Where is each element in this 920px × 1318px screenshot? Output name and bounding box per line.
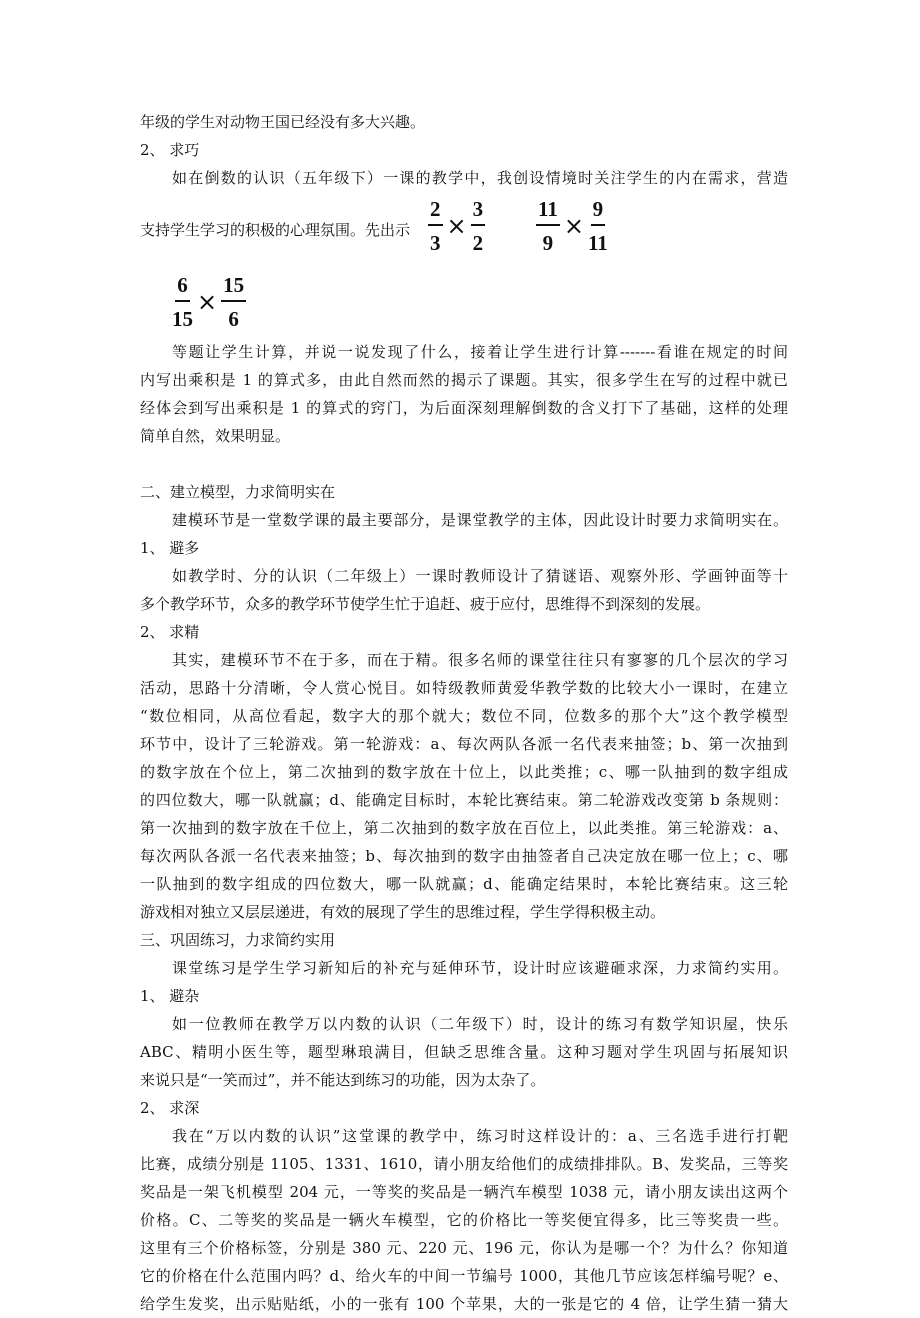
blank-line (140, 450, 788, 478)
fraction (588, 196, 608, 256)
paragraph-line: 奖品是一架飞机模型 204 元，一等奖的奖品是一辆汽车模型 1038 元，请小朋友读出这两个 (140, 1183, 788, 1201)
fraction-intro-row (140, 196, 788, 262)
paragraph-line: 我在“万以内数的认识”这堂课的教学中，练习时这样设计的：a、三名选手进行打靶 (172, 1127, 788, 1145)
paragraph-line: 等题让学生计算，并说一说发现了什么，接着让学生进行计算-------看谁在规定的时间 (172, 343, 788, 361)
section-heading-3: 三、巩固练习，力求简约实用 (140, 931, 336, 949)
paragraph-line: “数位相同，从高位看起，数字大的那个就大；数位不同，位数多的那个大”这个教学模型 (140, 707, 788, 725)
denominator: 9 (542, 231, 554, 255)
fraction-expression-2 (536, 196, 608, 256)
denominator: 11 (587, 231, 608, 255)
paragraph-line: 比赛，成绩分别是 1105、1331、1610，请小朋友给他们的成绩排排队。B、发奖品，三等奖 (140, 1155, 788, 1173)
denominator: 6 (228, 307, 239, 331)
numerator: 3 (471, 196, 486, 226)
numerator: 15 (221, 272, 246, 302)
paragraph-line: 如教学时、分的认识（二年级上）一课时教师设计了猜谜语、观察外形、学画钟面等十 (172, 567, 788, 585)
fraction (172, 272, 193, 332)
paragraph-line: 建模环节是一堂数学课的最主要部分，是课堂教学的主体，因此设计时要力求简明实在。 (172, 511, 788, 529)
subheading-qiuqiao: 2、 求巧 (140, 141, 200, 159)
paragraph-line: 这里有三个价格标签，分别是 380 元、220 元、196 元，你认为是哪一个？为什么？你知道 (140, 1239, 788, 1257)
subheading-bimduo: 1、 避多 (140, 539, 200, 557)
paragraph-line: 课堂练习是学生学习新知后的补充与延伸环节，设计时应该避砸求深，力求简约实用。 (172, 959, 788, 977)
paragraph-line: 如一位教师在教学万以内数的认识（二年级下）时，设计的练习有数学知识屋，快乐 (172, 1015, 788, 1033)
fraction-expression-1 (428, 196, 485, 256)
fraction (428, 196, 443, 256)
fraction (221, 272, 246, 332)
denominator: 15 (172, 307, 193, 331)
subheading-bizza: 1、 避杂 (140, 987, 200, 1005)
numerator: 11 (536, 196, 560, 226)
fraction (536, 196, 560, 256)
denominator: 3 (430, 231, 441, 255)
paragraph-line: 支持学生学习的积极的心理氛围。先出示 (140, 221, 411, 239)
paragraph-line: 活动，思路十分清晰，令人赏心悦目。如特级教师黄爱华教学数的比较大小一课时，在建立 (140, 679, 788, 697)
paragraph-line: 价格。C、二等奖的奖品是一辆火车模型，它的价格比一等奖便宜得多，比三等奖贵一些。 (140, 1211, 788, 1229)
paragraph-line: 环节中，设计了三轮游戏。第一轮游戏：a、每次两队各派一名代表来抽签；b、第一次抽到 (140, 735, 788, 753)
times-sign: × (197, 288, 218, 316)
paragraph-line: 一队抽到的数字组成的四位数大，哪一队就赢；d、能确定结果时，本轮比赛结束。这三轮 (140, 875, 788, 893)
paragraph-line: 年级的学生对动物王国已经没有多大兴趣。 (140, 113, 426, 131)
paragraph-line: 第一次抽到的数字放在千位上，第二次抽到的数字放在百位上，以此类推。第三轮游戏：a、 (140, 819, 788, 837)
numerator: 2 (428, 196, 443, 226)
paragraph-line: 游戏相对独立又层层递进，有效的展现了学生的思维过程，学生学得积极主动。 (140, 903, 666, 921)
times-sign: × (446, 212, 467, 240)
section-heading-2: 二、建立模型，力求简明实在 (140, 483, 336, 501)
paragraph-line: 经体会到写出乘积是 1 的算式的窍门，为后面深刻理解倒数的含义打下了基础，这样的处理 (140, 399, 788, 417)
numerator: 6 (175, 272, 190, 302)
paragraph-line: 的四位数大，哪一队就赢；d、能确定目标时，本轮比赛结束。第二轮游戏改变第 b 条规则： (140, 791, 788, 809)
paragraph-line: 来说只是“一笑而过”，并不能达到练习的功能，因为太杂了。 (140, 1071, 546, 1089)
paragraph-line: 给学生发奖，出示贴贴纸，小的一张有 100 个苹果，大的一张是它的 4 倍，让学生猜一猜大 (140, 1295, 788, 1313)
paragraph-line: ABC、精明小医生等，题型琳琅满目，但缺乏思维含量。这种习题对学生巩固与拓展知识 (140, 1043, 788, 1061)
denominator: 2 (472, 231, 484, 255)
paragraph-line: 每次两队各派一名代表来抽签；b、每次抽到的数字由抽签者自己决定放在哪一位上；c、哪 (140, 847, 788, 865)
fraction (471, 196, 486, 256)
numerator: 9 (591, 196, 606, 226)
paragraph-line: 简单自然，效果明显。 (140, 427, 291, 445)
times-sign: × (563, 212, 584, 240)
paragraph-line: 内写出乘积是 1 的算式多，由此自然而然的揭示了课题。其实，很多学生在写的过程中就已 (140, 371, 788, 389)
subheading-qiujing: 2、 求精 (140, 623, 200, 641)
fraction-expression-3 (172, 268, 788, 336)
paragraph-line: 如在倒数的认识（五年级下）一课的教学中，我创设情境时关注学生的内在需求，营造 (172, 169, 788, 187)
subheading-qiushen: 2、 求深 (140, 1099, 200, 1117)
paragraph-line: 的数字放在个位上，第二次抽到的数字放在十位上，以此类推；c、哪一队抽到的数字组成 (140, 763, 788, 781)
paragraph-line: 它的价格在什么范围内吗？d、给火车的中间一节编号 1000，其他几节应该怎样编号呢？e、 (140, 1267, 788, 1285)
paragraph-line: 其实，建模环节不在于多，而在于精。很多名师的课堂往往只有寥寥的几个层次的学习 (172, 651, 788, 669)
document-page (140, 108, 788, 1318)
paragraph-line: 多个教学环节，众多的教学环节使学生忙于追赶、疲于应付，思维得不到深刻的发展。 (140, 595, 711, 613)
